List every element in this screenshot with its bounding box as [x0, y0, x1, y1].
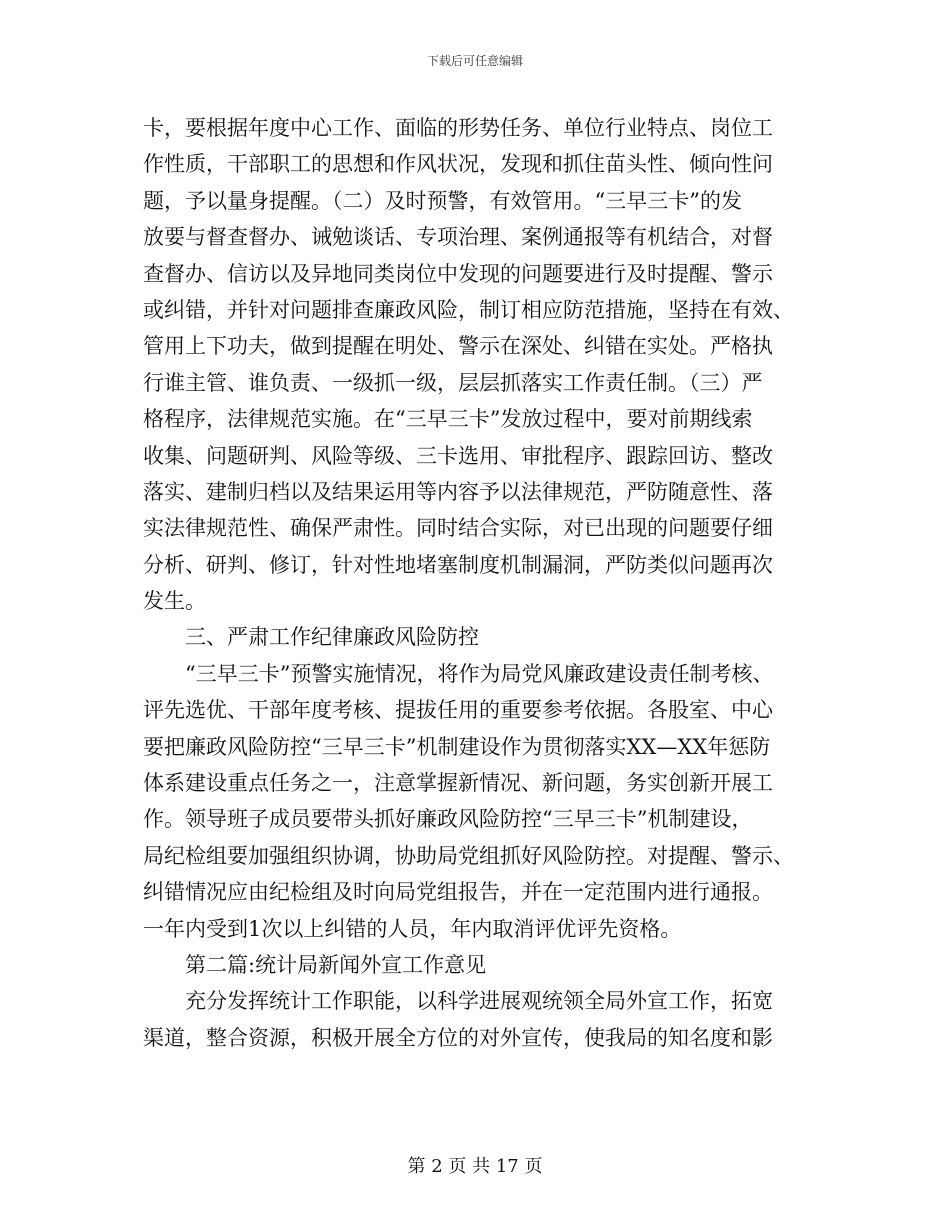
- page-number-footer: 第 2 页 共 17 页: [407, 1156, 543, 1177]
- text-line: 作性质，干部职工的思想和作风状况，发现和抓住苗头性、倾向性问: [143, 152, 773, 177]
- text-line: 局纪检组要加强组织协调，协助局党组抓好风险防控。对提醒、警示、: [143, 843, 794, 868]
- text-line: 实法律规范性、确保严肃性。同时结合实际，对已出现的问题要仔细: [143, 516, 773, 541]
- text-line: 收集、问题研判、风险等级、三卡选用、审批程序、跟踪回访、整改: [143, 443, 773, 468]
- text-line: “三早三卡”预警实施情况，将作为局党风廉政建设责任制考核、: [185, 661, 774, 686]
- text-line: 落实、建制归档以及结果运用等内容予以法律规范，严防随意性、落: [143, 479, 773, 504]
- text-line: 渠道，整合资源，积极开展全方位的对外宣传，使我局的知名度和影: [143, 1025, 773, 1050]
- text-line: 要把廉政风险防控“三早三卡”机制建设作为贯彻落实XX—XX年惩防: [143, 734, 771, 759]
- document-body: [143, 110, 808, 1056]
- text-line: 体系建设重点任务之一，注意掌握新情况、新问题，务实创新开展工: [143, 771, 773, 796]
- text-line: 行谁主管、谁负责、一级抓一级，层层抓落实工作责任制。（三）严: [143, 370, 763, 395]
- text-line: 作。领导班子成员要带头抓好廉政风险防控“三早三卡”机制建设，: [143, 807, 753, 832]
- text-line: 查督办、信访以及异地同类岗位中发现的问题要进行及时提醒、警示: [143, 261, 773, 286]
- text-line: 格程序，法律规范实施。在“三早三卡”发放过程中，要对前期线索: [143, 407, 753, 432]
- text-line: 或纠错，并针对问题排查廉政风险，制订相应防范措施，坚持在有效、: [143, 297, 794, 322]
- section-heading: 三、严肃工作纪律廉政风险防控: [185, 625, 479, 650]
- text-line: 卡，要根据年度中心工作、面临的形势任务、单位行业特点、岗位工: [143, 116, 773, 140]
- text-line: 纠错情况应由纪检组及时向局党组报告，并在一定范围内进行通报。: [143, 880, 773, 905]
- text-line: 发生。: [143, 589, 206, 614]
- text-line: 评先选优、干部年度考核、提拔任用的重要参考依据。各股室、中心: [143, 698, 773, 723]
- text-line: 放要与督查督办、诫勉谈话、专项治理、案例通报等有机结合，对督: [143, 225, 773, 250]
- chapter-heading: 第二篇:统计局新闻外宣工作意见: [185, 952, 487, 977]
- text-line: 题，予以量身提醒。（二）及时预警，有效管用。“三早三卡”的发: [143, 188, 742, 213]
- text-line: 管用上下功夫，做到提醒在明处、警示在深处、纠错在实处。严格执: [143, 334, 773, 359]
- text-line: 分析、研判、修订，针对性地堵塞制度机制漏洞，严防类似问题再次: [143, 552, 773, 577]
- page-header: 下载后可任意编辑: [426, 54, 523, 68]
- text-line: 一年内受到1次以上纠错的人员，年内取消评优评先资格。: [143, 916, 682, 941]
- text-line: 充分发挥统计工作职能，以科学进展观统领全局外宣工作，拓宽: [185, 989, 773, 1014]
